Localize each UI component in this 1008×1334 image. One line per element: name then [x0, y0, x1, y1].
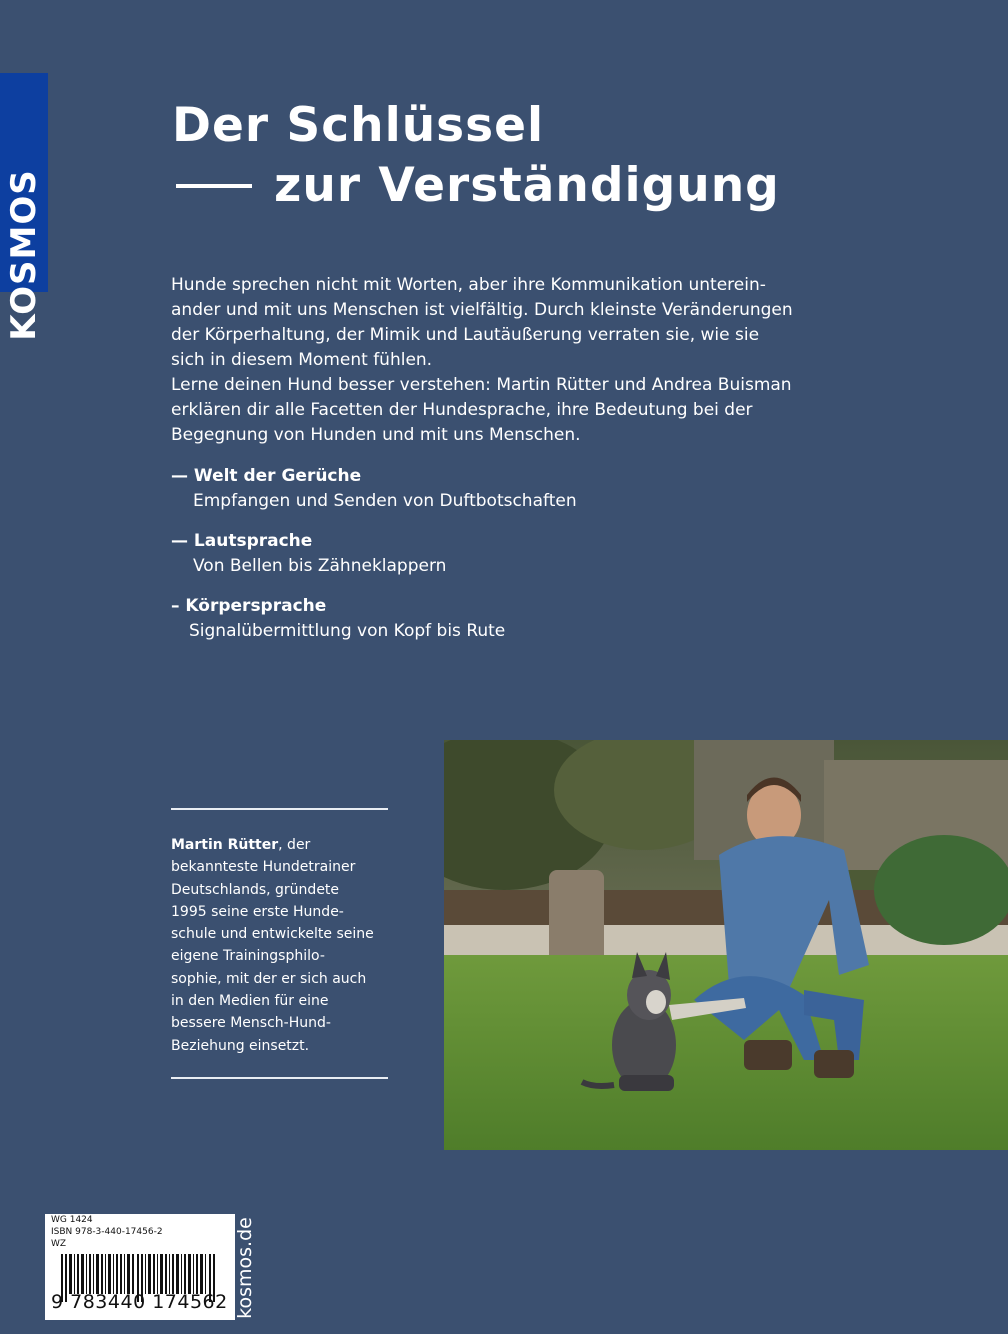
title-line-2: zur Verständigung — [274, 158, 780, 213]
wg-number: WG 1424 — [51, 1215, 93, 1225]
page-title — [172, 96, 780, 216]
feature-item — [171, 594, 771, 644]
intro-line: der Körperhaltung, der Mimik und Lautäußerung verraten sie, wie sie — [171, 325, 760, 345]
title-line-2-wrap — [172, 156, 780, 216]
feature-item — [171, 529, 771, 579]
bio-line: , der — [278, 837, 311, 853]
bio-line: 1995 seine erste Hunde- — [171, 903, 344, 920]
intro-line: Hunde sprechen nicht mit Worten, aber ihre Kommunikation unterein- — [171, 275, 766, 295]
feature-subtitle: Empfangen und Senden von Duftbotschaften — [193, 491, 577, 511]
intro-line: sich in diesem Moment fühlen. — [171, 350, 433, 370]
wz-code: WZ — [51, 1239, 67, 1249]
feature-list — [171, 464, 771, 659]
kosmos-logo-strip — [0, 73, 48, 341]
feature-title: — Welt der Gerüche — [171, 466, 362, 486]
bio-line: Deutschlands, gründete — [171, 881, 340, 898]
feature-title: – Körpersprache — [171, 596, 327, 616]
bio-bottom-rule — [171, 1077, 388, 1079]
author-name: Martin Rütter — [171, 837, 279, 853]
bio-line: schule und entwickelte seine — [171, 926, 374, 943]
title-line-1: Der Schlüssel — [172, 98, 545, 153]
intro-line: Lerne deinen Hund besser verstehen: Martin Rütter und Andrea Buisman — [171, 375, 792, 395]
barcode-number: 9 783440 174562 — [51, 1291, 228, 1313]
title-dash — [176, 184, 252, 188]
intro-line: Begegnung von Hunden und mit uns Menschen. — [171, 425, 581, 445]
feature-title: — Lautsprache — [171, 531, 313, 551]
barcode-meta — [45, 1214, 235, 1250]
barcode-label — [45, 1214, 235, 1320]
photo-illustration — [444, 740, 1008, 1150]
bio-line: sophie, mit der er sich auch — [171, 970, 367, 987]
kosmos-logo: KOSMOS — [4, 169, 44, 341]
bio-top-rule — [171, 808, 388, 810]
bio-line: Beziehung einsetzt. — [171, 1037, 310, 1054]
man-with-dog-photo — [444, 740, 1008, 1150]
bio-line: in den Medien für eine — [171, 993, 329, 1010]
website-url: kosmos.de — [234, 1217, 256, 1319]
feature-subtitle: Signalübermittlung von Kopf bis Rute — [189, 621, 506, 641]
bio-line: bekannteste Hundetrainer — [171, 859, 356, 876]
bio-line: bessere Mensch-Hund- — [171, 1015, 331, 1032]
intro-line: erklären dir alle Facetten der Hundesprache, ihre Bedeutung bei der — [171, 400, 753, 420]
intro-line: ander und mit uns Menschen ist vielfältig. Durch kleinste Veränderungen — [171, 300, 793, 320]
intro-text — [171, 273, 831, 448]
bio-line: eigene Trainingsphilo- — [171, 948, 325, 965]
author-bio — [171, 834, 393, 1057]
feature-subtitle: Von Bellen bis Zähneklappern — [193, 556, 447, 576]
feature-item — [171, 464, 771, 514]
isbn-number: ISBN 978-3-440-17456-2 — [51, 1227, 163, 1237]
